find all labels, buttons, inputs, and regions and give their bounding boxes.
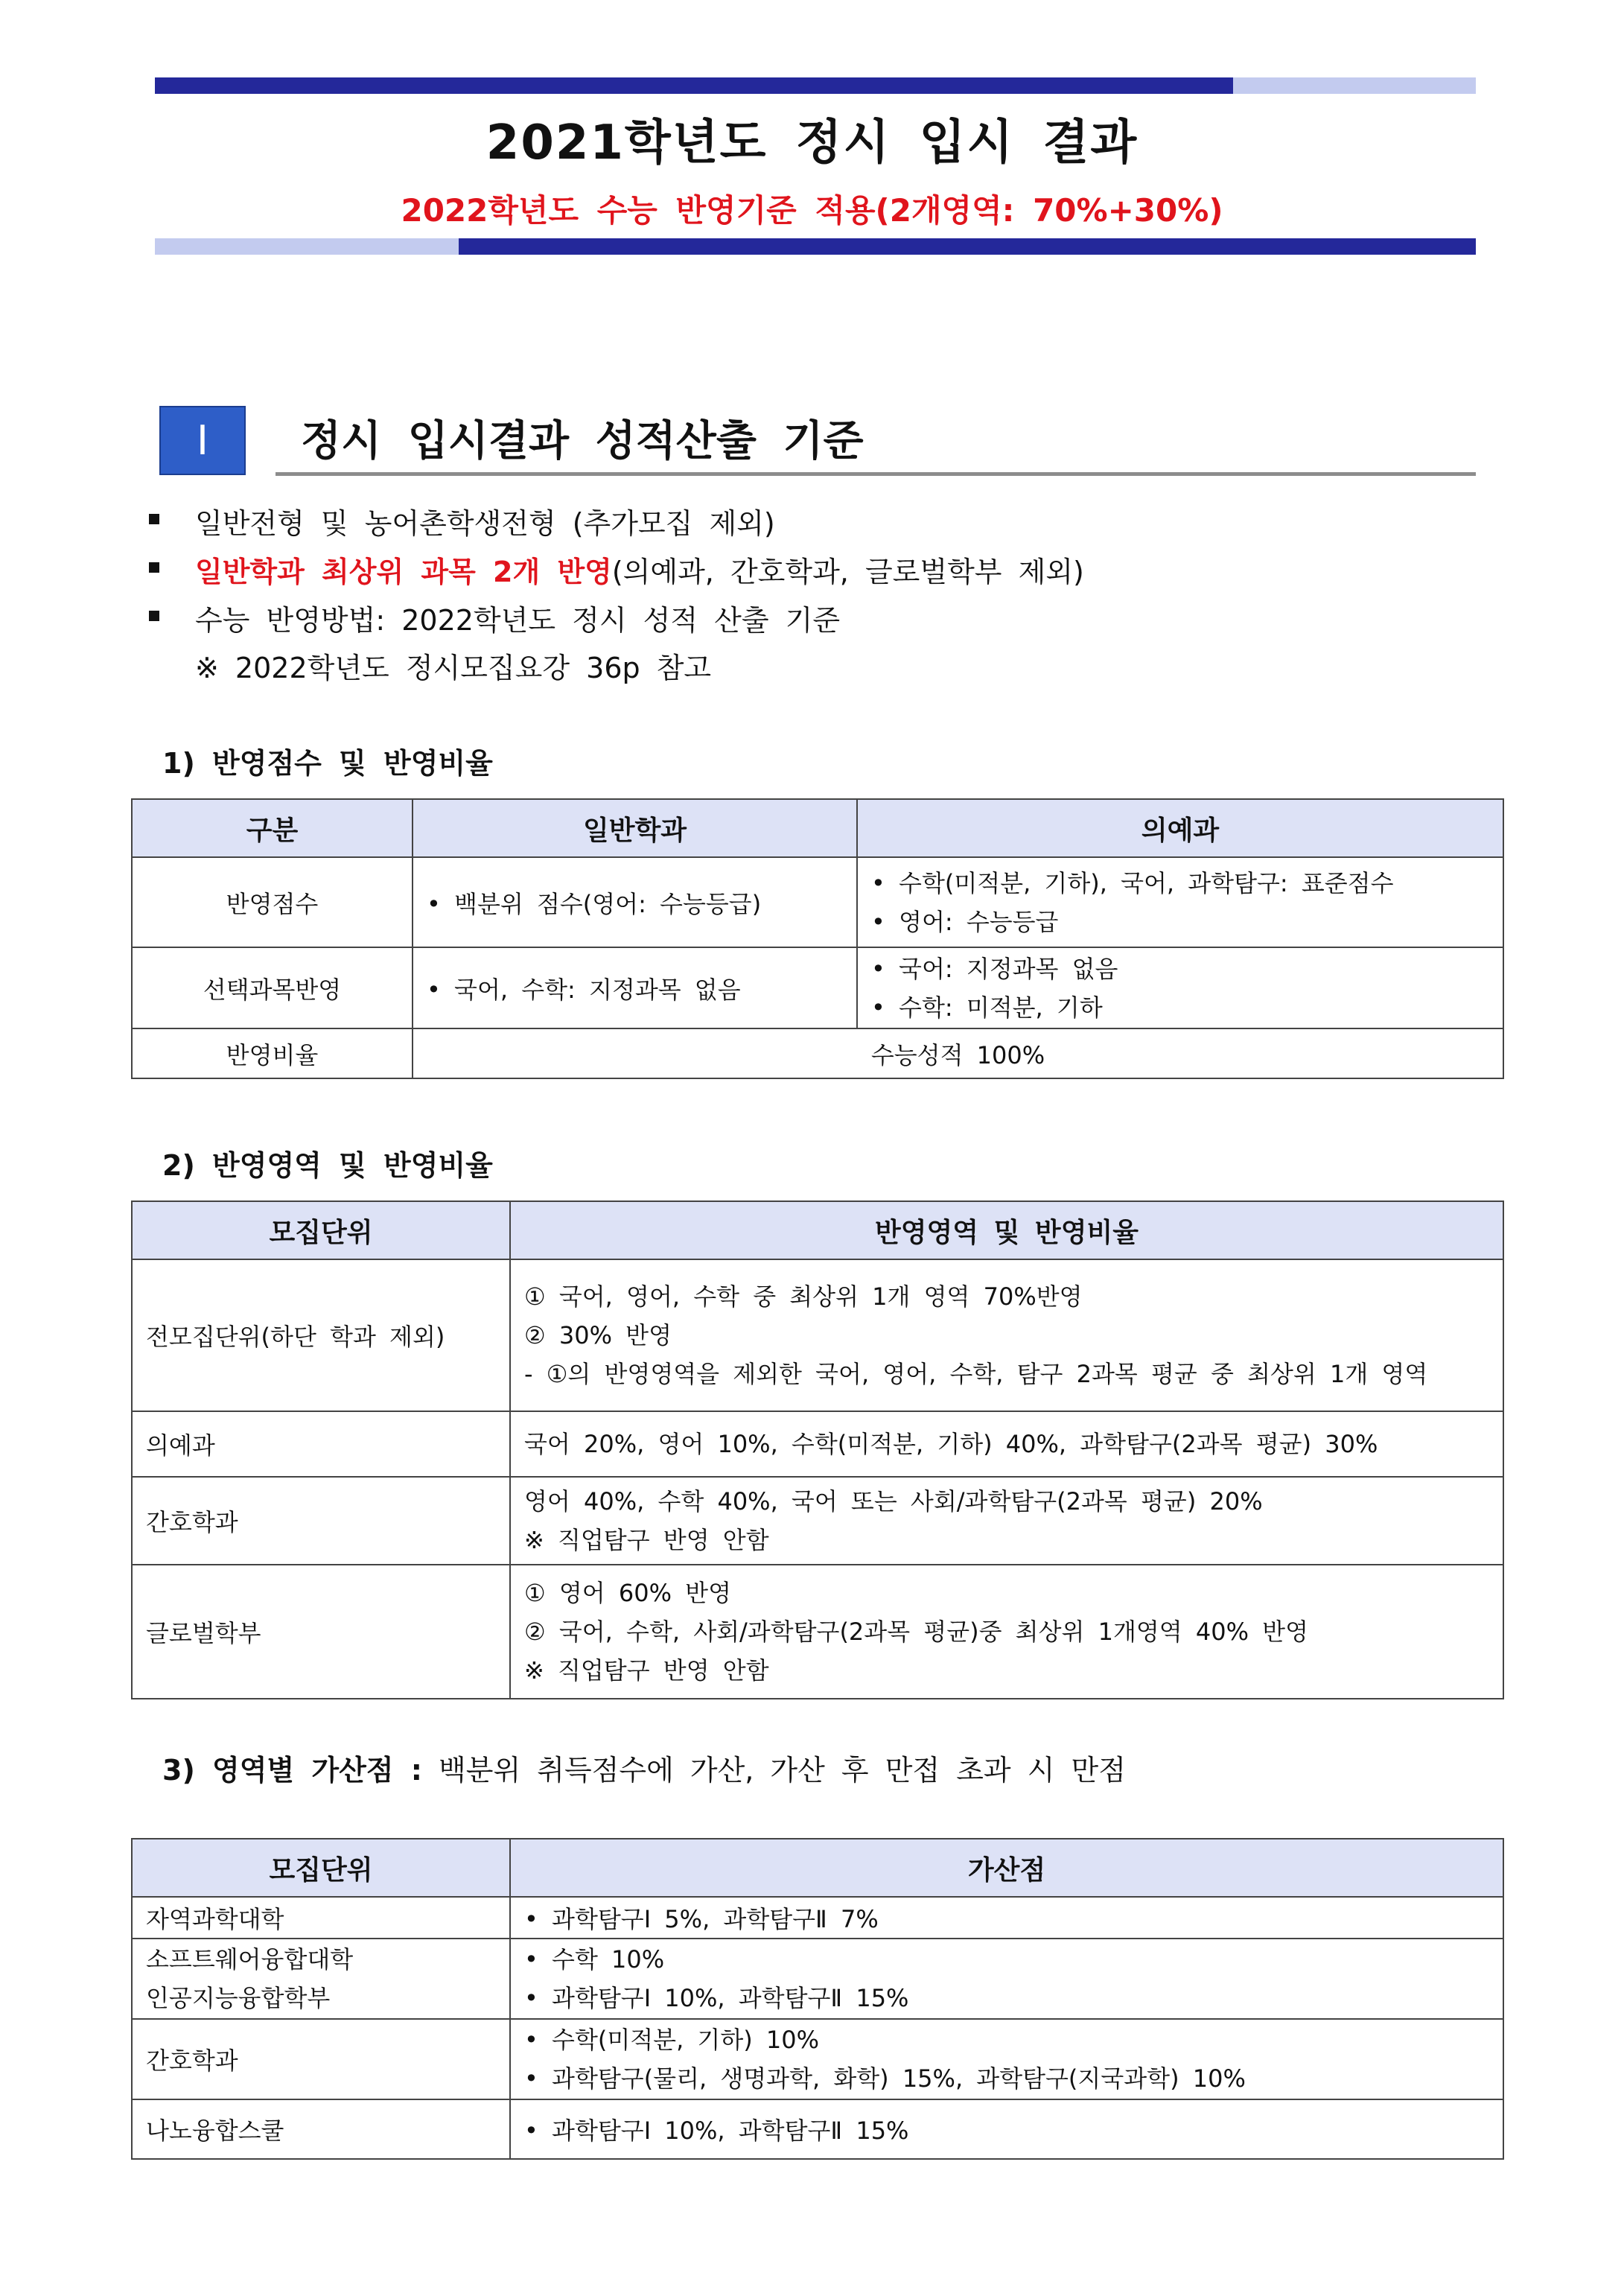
header-bottom-bar-dark [459, 238, 1476, 255]
table2 [131, 1201, 1504, 1699]
table1-header-medical: 의예과 [857, 799, 1503, 857]
table1 [131, 798, 1504, 1079]
bullet-text: 일반전형 및 농어촌학생전형 (추가모집 제외) [195, 507, 775, 540]
table1-cell-ratio: 수능성적 100% [413, 1028, 1503, 1078]
table2-row-label: 의예과 [132, 1411, 510, 1477]
cell-line: - ①의 반영영역을 제외한 국어, 영어, 수학, 탐구 2과목 평균 중 최상위 1개 영역 [524, 1360, 1428, 1388]
table2-header-unit: 모집단위 [132, 1201, 510, 1259]
table1-row-label: 반영점수 [132, 857, 413, 947]
table3 [131, 1838, 1504, 2160]
cell-line: ① 국어, 영어, 수학 중 최상위 1개 영역 70%반영 [524, 1282, 1083, 1311]
table1-cell-general: • 국어, 수학: 지정과목 없음 [413, 947, 857, 1028]
header-top-bar-dark [155, 77, 1233, 94]
section-title: 정시 입시결과 성적산출 기준 [301, 417, 864, 465]
cell-line: • 수학 10% [524, 1945, 665, 1974]
table2-cell [510, 1259, 1503, 1411]
bullet-text [195, 549, 1084, 590]
square-bullet-icon [149, 611, 159, 621]
cell-line: ② 30% 반영 [524, 1321, 672, 1349]
page-title: 2021학년도 정시 입시 결과 [485, 115, 1139, 171]
cell-line: ② 국어, 수학, 사회/과학탐구(2과목 평균)중 최상위 1개영역 40% 반영 [524, 1618, 1308, 1646]
table3-row-label: 자역과학대학 [132, 1897, 510, 1939]
cell-line: • 수학(미적분, 기하) 10% [524, 2026, 820, 2054]
table3-cell: • 과학탐구Ⅰ 5%, 과학탐구Ⅱ 7% [510, 1897, 1503, 1939]
table1-row-label: 반영비율 [132, 1028, 413, 1078]
table2-row-label: 전모집단위(하단 학과 제외) [132, 1259, 510, 1411]
square-bullet-icon [149, 562, 159, 573]
section-underline [276, 472, 1476, 476]
cell-line: 인공지능융합학부 [146, 1984, 331, 2012]
cell-line: ※ 직업탐구 반영 안함 [524, 1656, 769, 1685]
cell-line: • 국어: 지정과목 없음 [871, 954, 1118, 983]
table1-heading: 1) 반영점수 및 반영비율 [162, 747, 493, 780]
table3-header-bonus: 가산점 [510, 1839, 1503, 1897]
table1-header-general: 일반학과 [413, 799, 857, 857]
cell-line: ※ 직업탐구 반영 안함 [524, 1526, 769, 1554]
table2-row-label: 간호학과 [132, 1477, 510, 1565]
table3-cell [510, 2019, 1503, 2099]
table1-row-label: 선택과목반영 [132, 947, 413, 1028]
cell-line: • 과학탐구(물리, 생명과학, 화학) 15%, 과학탐구(지국과학) 10% [524, 2064, 1246, 2093]
bullet-text-rest: (의예과, 간호학과, 글로벌학부 제외) [611, 556, 1084, 588]
table3-heading [162, 1747, 1126, 1788]
cell-line: • 과학탐구Ⅰ 10%, 과학탐구Ⅱ 15% [524, 1984, 909, 2012]
header-top-bar-light [1233, 77, 1476, 94]
cell-line: 영어 40%, 수학 40%, 국어 또는 사회/과학탐구(2과목 평균) 20% [524, 1487, 1263, 1516]
reference-note: ※ 2022학년도 정시모집요강 36p 참고 [195, 652, 712, 684]
table2-cell [510, 1477, 1503, 1565]
bullet-text: 수능 반영방법: 2022학년도 정시 성적 산출 기준 [195, 604, 841, 637]
square-bullet-icon [149, 514, 159, 524]
table3-heading-rest: 백분위 취득점수에 가산, 가산 후 만접 초과 시 만점 [421, 1754, 1126, 1787]
table3-header-unit: 모집단위 [132, 1839, 510, 1897]
table1-cell-medical [857, 857, 1503, 947]
table3-heading-bold: 3) 영역별 가산점 : [162, 1754, 422, 1787]
table2-cell [510, 1565, 1503, 1699]
section-number-badge: Ⅰ [159, 406, 246, 475]
cell-line: • 영어: 수능등급 [871, 907, 1059, 936]
page-subtitle: 2022학년도 수능 반영기준 적용(2개영역: 70%+30%) [401, 192, 1223, 229]
bullet-highlight: 일반학과 최상위 과목 2개 반영 [195, 556, 612, 588]
table1-cell-general: • 백분위 점수(영어: 수능등급) [413, 857, 857, 947]
cell-line: • 수학(미적분, 기하), 국어, 과학탐구: 표준점수 [871, 868, 1394, 897]
cell-line: 소프트웨어융합대학 [146, 1945, 354, 1974]
header-bottom-bar-light [155, 238, 459, 255]
table2-header-ratio: 반영영역 및 반영비율 [510, 1201, 1503, 1259]
table3-row-label [132, 1939, 510, 2019]
table2-row-label: 글로벌학부 [132, 1565, 510, 1699]
table2-cell [510, 1411, 1503, 1477]
table3-row-label: 간호학과 [132, 2019, 510, 2099]
cell-line: 국어 20%, 영어 10%, 수학(미적분, 기하) 40%, 과학탐구(2과목 평균) 30% [524, 1430, 1378, 1458]
table2-heading: 2) 반영영역 및 반영비율 [162, 1149, 493, 1182]
table3-row-label: 나노융합스쿨 [132, 2099, 510, 2159]
table3-cell [510, 1939, 1503, 2019]
table1-header-category: 구분 [132, 799, 413, 857]
cell-line: ① 영어 60% 반영 [524, 1579, 731, 1607]
table1-cell-medical [857, 947, 1503, 1028]
table3-cell: • 과학탐구Ⅰ 10%, 과학탐구Ⅱ 15% [510, 2099, 1503, 2159]
cell-line: • 수학: 미적분, 기하 [871, 993, 1103, 1022]
